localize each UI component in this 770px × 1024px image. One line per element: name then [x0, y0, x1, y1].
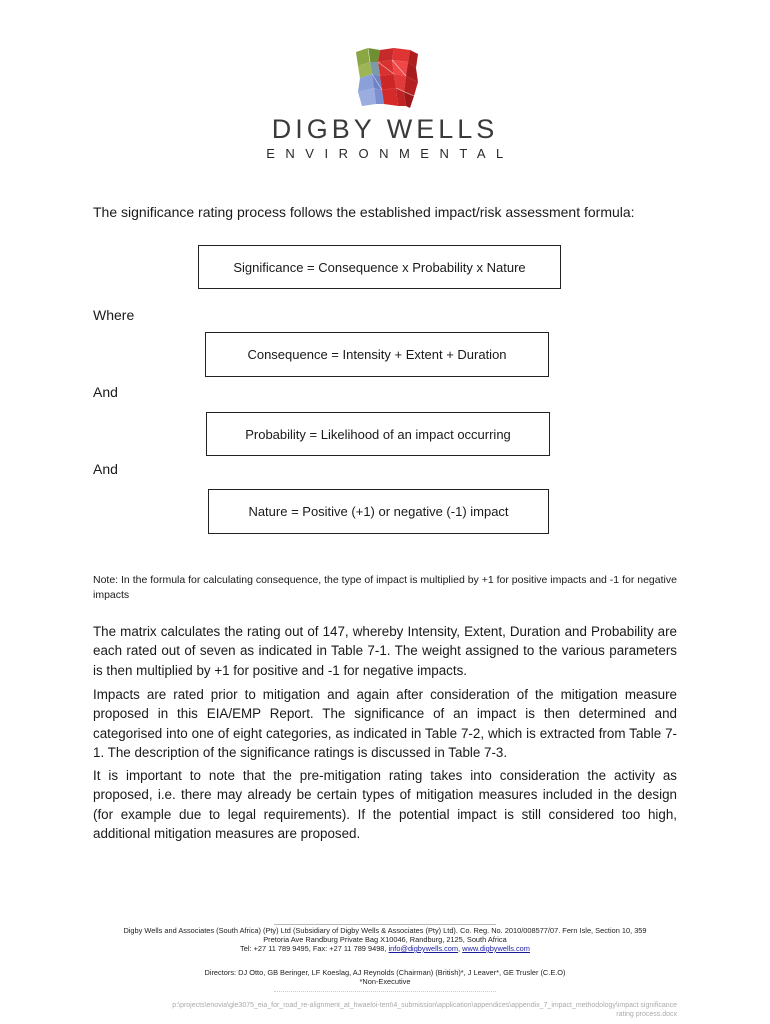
footer-email-link[interactable]: info@digbywells.com: [388, 944, 459, 953]
intro-text: The significance rating process follows the established impact/risk assessment formula:: [93, 204, 635, 220]
nature-formula: Nature = Positive (+1) or negative (-1) impact: [248, 504, 509, 519]
nature-formula-box: [208, 489, 549, 534]
significance-formula-box: [198, 245, 561, 289]
and-label: And: [93, 461, 118, 477]
footer-contact-line: [0, 944, 770, 954]
brand-subtitle: ENVIRONMENTAL: [266, 146, 514, 161]
digby-wells-logo-icon: [354, 48, 420, 108]
footer-separator: ,: [458, 944, 463, 953]
body-paragraph: It is important to note that the pre-mitigation rating takes into consideration the activity as proposed, i.e. there may already be certain types of mitigation measures included in the design (for example due to legal requirements). If the potential impact is still considered too high, additional mitigation measures are proposed.: [93, 768, 677, 842]
where-label: Where: [93, 307, 135, 323]
formula-note: Note: In the formula for calculating consequence, the type of impact is multiplied by +1 for positive impacts and -1 for negative impacts: [93, 574, 677, 601]
consequence-formula-box: [205, 332, 549, 377]
probability-formula-box: [206, 412, 550, 456]
footer-company-line: Digby Wells and Associates (South Africa) (Pty) Ltd (Subsidiary of Digby Wells & Associates (Pty) Ltd). Co. Reg. No. 2010/008577/07. Fern Isle, Section 10, 359: [123, 926, 647, 935]
probability-formula: Probability = Likelihood of an impact occurring: [245, 426, 511, 442]
footer-address-line: Pretoria Ave Randburg Private Bag X10046, Randburg, 2125, South Africa: [263, 935, 507, 944]
footer-divider: [274, 991, 496, 992]
and-label: And: [93, 384, 118, 400]
consequence-formula: Consequence = Intensity + Extent + Duration: [247, 347, 507, 362]
footer-website-link[interactable]: www.digbywells.com: [462, 944, 530, 953]
brand-name: DIGBY WELLS: [271, 114, 499, 144]
file-name: rating process.docx: [616, 1011, 677, 1018]
file-path: p:\projects\enovia\gle3075_eia_for_road_re-alignment_at_hwaeloi-tent\4_submission\application\appendices\appendix_7_impact_methodology\impact significance: [172, 1002, 677, 1009]
footer-phone-fax: Tel: +27 11 789 9495, Fax: +27 11 789 9498,: [240, 944, 389, 953]
footer-directors: Directors: DJ Otto, GB Beringer, LF Koeslag, AJ Reynolds (Chairman) (British)*, J Leaver*, GE Trusler (C.E.O): [204, 968, 566, 977]
significance-formula: Significance = Consequence x Probability x Nature: [233, 259, 526, 275]
footer-divider: [274, 924, 496, 925]
body-paragraph: Impacts are rated prior to mitigation and again after consideration of the mitigation measure proposed in this EIA/EMP Report. The significance of an impact is then determined and categorised into one of eight categories, as indicated in Table 7-2, which is extracted from Table 7-1. The description of the significance ratings is discussed in Table 7-3.: [93, 687, 677, 761]
footer-non-executive: *Non-Executive: [359, 977, 411, 986]
body-paragraph: The matrix calculates the rating out of 147, whereby Intensity, Extent, Duration and Probability are each rated out of seven as indicated in Table 7-1. The weight assigned to the various parameters is then multiplied by +1 for positive and -1 for negative impacts.: [93, 624, 677, 678]
